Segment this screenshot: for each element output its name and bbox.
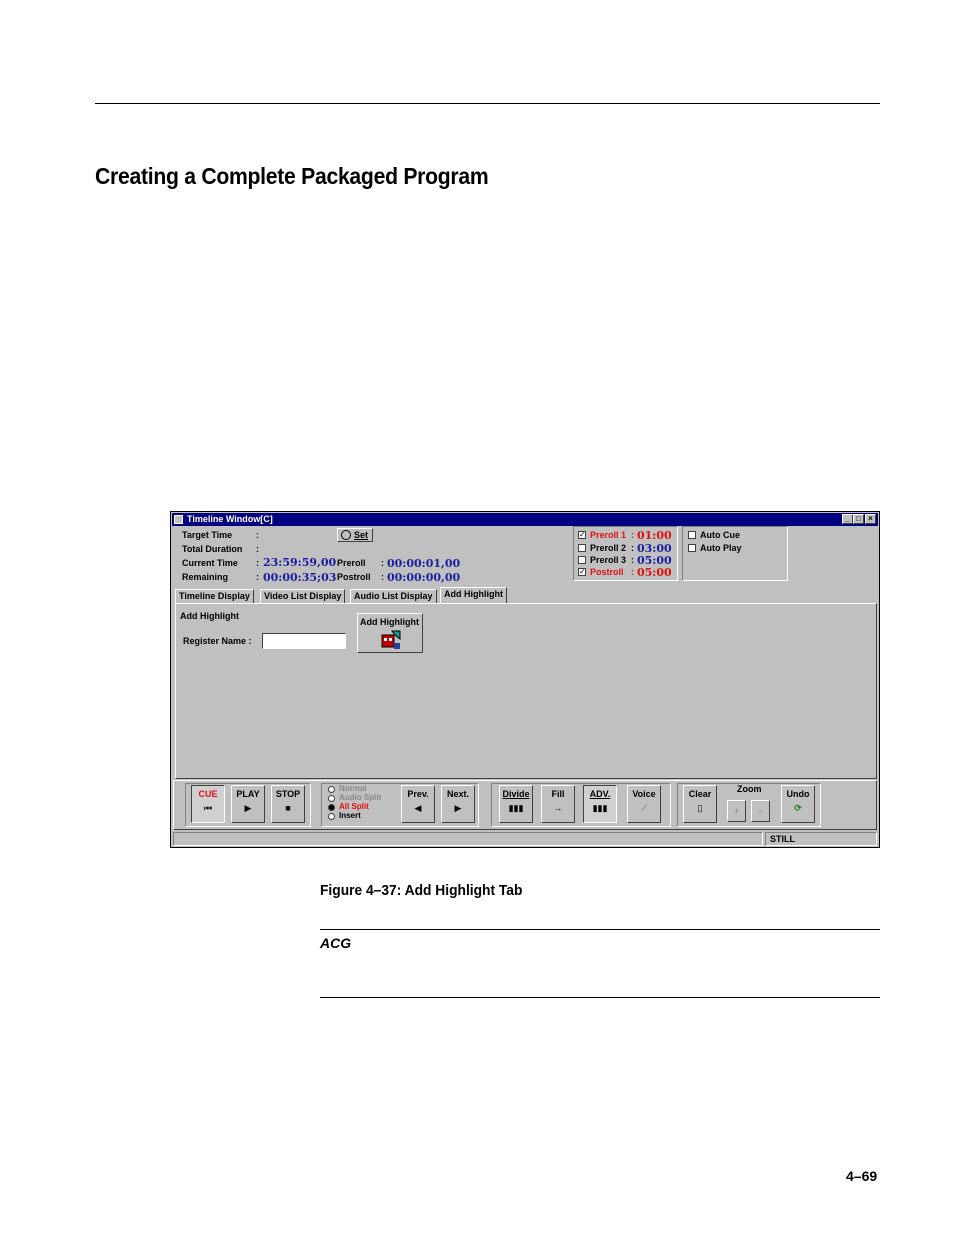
zoom-out-button[interactable] [751, 800, 770, 822]
play-label: PLAY [236, 789, 260, 799]
audio-split-label: Audio Split [339, 793, 382, 802]
note-rule [320, 997, 880, 998]
insert-label: Insert [339, 811, 361, 820]
colon: : [256, 558, 259, 568]
preroll-2-label: Preroll 2 [590, 543, 627, 553]
add-highlight-panel [175, 603, 877, 779]
next-label: Next. [446, 789, 469, 799]
voice-button[interactable] [627, 785, 661, 823]
tab-video-list-display[interactable]: Video List Display [260, 589, 345, 603]
prev-label: Prev. [407, 789, 429, 799]
top-rule [95, 103, 880, 104]
stop-button[interactable] [271, 785, 305, 823]
note-text: ACG [320, 935, 352, 951]
app-icon [174, 515, 183, 524]
play-button[interactable] [231, 785, 265, 823]
current-time-label: Current Time [182, 558, 238, 568]
colon: : [631, 543, 634, 553]
cue-label: CUE [198, 789, 218, 799]
colon: : [631, 555, 634, 565]
fill-label: Fill [551, 789, 565, 799]
colon: : [631, 530, 634, 540]
preroll-1-checkbox[interactable]: ✓ [579, 530, 586, 539]
colon: : [381, 572, 384, 582]
colon: : [256, 544, 259, 554]
clear-button[interactable] [683, 785, 717, 823]
microphone-icon: ⟋ [640, 803, 648, 813]
remaining-label: Remaining [182, 572, 229, 582]
all-split-label: All Split [339, 802, 369, 811]
add-highlight-title: Add Highlight [180, 611, 239, 621]
auto-cue-checkbox[interactable] [688, 531, 696, 539]
next-button[interactable] [441, 785, 475, 823]
zoom-in-icon: + [733, 806, 740, 816]
clear-label: Clear [688, 789, 712, 799]
colon: : [256, 572, 259, 582]
preroll-value: 00:00:01,00 [387, 557, 461, 570]
normal-label: Normal [339, 784, 367, 793]
auto-play-checkbox[interactable] [688, 544, 696, 552]
register-name-input[interactable] [262, 633, 346, 649]
normal-radio[interactable] [328, 786, 335, 793]
preroll-1-value: 01:00 [637, 529, 672, 542]
stop-icon: ■ [285, 803, 291, 813]
zoom-out-icon: − [757, 806, 764, 816]
page-number: 4–69 [846, 1168, 878, 1184]
figure-caption: Figure 4–37: Add Highlight Tab [320, 882, 523, 899]
preroll-1-label: Preroll 1 [590, 530, 627, 540]
postroll-value: 00:00:00,00 [387, 571, 461, 584]
postroll-roll-label: Postroll [590, 567, 624, 577]
tab-audio-list-display[interactable]: Audio List Display [350, 589, 437, 603]
cue-button[interactable] [191, 785, 225, 823]
auto-play-label: Auto Play [700, 543, 742, 553]
clock-icon [341, 530, 351, 540]
tab-add-highlight[interactable]: Add Highlight [440, 587, 507, 603]
audio-split-radio[interactable] [328, 795, 335, 802]
close-button[interactable]: × [865, 514, 876, 524]
status-bar [173, 832, 877, 846]
adv-label: ADV. [589, 789, 611, 799]
status-pane [765, 832, 877, 846]
prev-button[interactable] [401, 785, 435, 823]
refresh-icon: ⟳ [794, 803, 802, 813]
insert-radio[interactable] [328, 813, 335, 820]
preroll-2-checkbox[interactable] [578, 544, 586, 552]
status-pane [173, 832, 763, 846]
window-title: Timeline Window[C] [187, 514, 273, 524]
preroll-3-checkbox[interactable] [578, 556, 586, 564]
postroll-checkbox[interactable]: ✓ [579, 567, 586, 576]
postroll-roll-value: 05:00 [637, 566, 672, 579]
undo-button[interactable] [781, 785, 815, 823]
stop-label: STOP [275, 789, 301, 799]
all-split-radio[interactable] [328, 804, 335, 811]
remaining-value: 00:00:35;03 [263, 571, 337, 584]
zoom-label: Zoom [737, 784, 762, 794]
preroll-3-label: Preroll 3 [590, 555, 627, 565]
set-button[interactable] [337, 528, 373, 542]
status-text: STILL [770, 834, 795, 844]
target-time-label: Target Time [182, 530, 233, 540]
undo-label: Undo [786, 789, 810, 799]
right-arrow-icon: ▶ [454, 803, 462, 813]
timeline-window [170, 511, 880, 848]
title-bar[interactable] [172, 513, 878, 526]
play-icon: ▶ [244, 803, 252, 813]
set-button-label: Set [354, 530, 369, 540]
add-highlight-button[interactable] [357, 613, 423, 653]
divide-label: Divide [502, 789, 530, 799]
add-highlight-button-label: Add Highlight [360, 617, 419, 627]
total-duration-label: Total Duration [182, 544, 243, 554]
preroll-label: Preroll [337, 558, 366, 568]
maximize-button[interactable]: □ [853, 514, 864, 524]
tab-timeline-display[interactable]: Timeline Display [175, 589, 254, 603]
preroll-2-value: 03:00 [637, 542, 672, 555]
left-arrow-icon: ◀ [414, 803, 422, 813]
voice-label: Voice [632, 789, 656, 799]
page-icon: ▯ [697, 803, 703, 813]
current-time-value: 23:59:59,00 [263, 556, 337, 569]
fill-button[interactable] [541, 785, 575, 823]
minimize-button[interactable]: _ [842, 514, 853, 524]
adv-icon: ▮▮▮ [592, 803, 608, 813]
colon: : [381, 558, 384, 568]
note-rule [320, 929, 880, 930]
divide-icon: ▮▮▮ [508, 803, 524, 813]
preroll-3-value: 05:00 [637, 554, 672, 567]
colon: : [631, 567, 634, 577]
postroll-label: Postroll [337, 572, 371, 582]
divide-button[interactable] [499, 785, 533, 823]
highlight-icon [380, 629, 402, 651]
register-name-label: Register Name : [183, 636, 252, 646]
colon: : [256, 530, 259, 540]
skip-back-icon: ⏮ [203, 803, 213, 813]
zoom-in-button[interactable] [727, 800, 746, 822]
auto-cue-label: Auto Cue [700, 530, 740, 540]
fill-icon: → [553, 803, 563, 813]
adv-button[interactable] [583, 785, 617, 823]
page-heading: Creating a Complete Packaged Program [95, 163, 489, 189]
